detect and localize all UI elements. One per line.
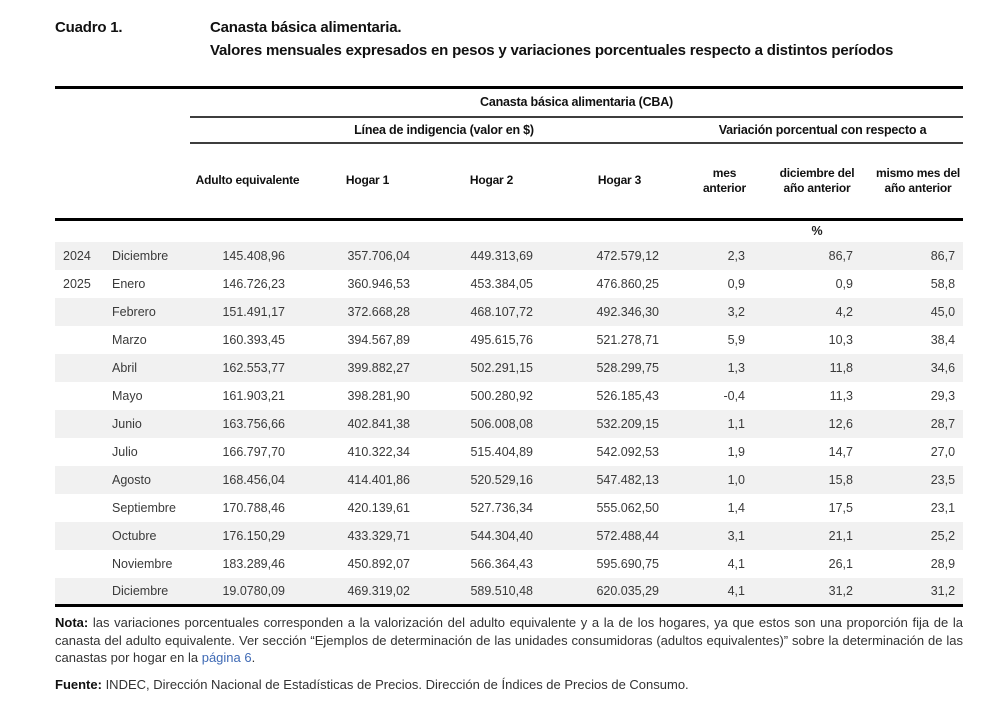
table-row: [55, 354, 963, 382]
value-cell: 163.756,66: [222, 416, 285, 431]
header-spacer: [55, 117, 190, 143]
value-cell: 402.841,38: [347, 416, 410, 431]
subgroup-header-indigencia: Línea de indigencia (valor en $): [190, 117, 668, 143]
table-row: [55, 438, 963, 466]
value-cell: 45,0: [930, 304, 956, 319]
column-header-hogar-2: Hogar 2: [430, 143, 553, 220]
year-cell: 2024: [63, 248, 91, 263]
table-row: [55, 522, 963, 550]
year-cell: 2025: [63, 276, 91, 291]
value-cell: 38,4: [930, 332, 956, 347]
value-cell: 394.567,89: [347, 332, 410, 347]
percent-unit-label: %: [811, 224, 823, 239]
value-cell: 0,9: [727, 276, 745, 291]
year-cell: [55, 382, 105, 410]
value-cell: 1,0: [727, 472, 745, 487]
value-cell: 2,3: [727, 248, 745, 263]
year-cell: [55, 550, 105, 578]
value-cell: 34,6: [930, 360, 956, 375]
column-header-row: [55, 143, 963, 220]
value-cell: 620.035,29: [596, 583, 659, 598]
value-cell: 555.062,50: [596, 500, 659, 515]
month-cell: Enero: [112, 276, 146, 291]
value-cell: 21,1: [828, 528, 853, 543]
value-cell: 19.0780,09: [222, 583, 285, 598]
value-cell: 29,3: [930, 388, 956, 403]
table-row: [55, 578, 963, 606]
value-cell: 450.892,07: [347, 556, 410, 571]
year-cell: [55, 466, 105, 494]
value-cell: 170.788,46: [222, 500, 285, 515]
value-cell: 410.322,34: [347, 444, 410, 459]
month-cell: Julio: [112, 444, 138, 459]
value-cell: 566.364,43: [470, 556, 533, 571]
note-suffix: .: [251, 650, 256, 665]
table-row: [55, 494, 963, 522]
value-cell: 160.393,45: [222, 332, 285, 347]
title-line-2: Valores mensuales expresados en pesos y variaciones porcentuales respecto a distintos períodos: [210, 42, 894, 59]
table-row: [55, 410, 963, 438]
value-cell: 3,2: [727, 304, 745, 319]
value-cell: 161.903,21: [222, 388, 285, 403]
value-cell: 11,3: [829, 388, 853, 403]
value-cell: 526.185,43: [596, 388, 659, 403]
value-cell: 414.401,86: [347, 472, 410, 487]
value-cell: 58,8: [930, 276, 956, 291]
month-cell: Octubre: [112, 528, 157, 543]
value-cell: 360.946,53: [347, 276, 410, 291]
header-spacer: [55, 143, 190, 220]
value-cell: 515.404,89: [470, 444, 533, 459]
table-row: [55, 466, 963, 494]
table-row: [55, 326, 963, 354]
value-cell: 528.299,75: [596, 360, 659, 375]
month-cell: Noviembre: [112, 556, 173, 571]
value-cell: 4,2: [835, 304, 853, 319]
month-cell: Diciembre: [112, 248, 169, 263]
table-row: [55, 298, 963, 326]
value-cell: 1,9: [727, 444, 745, 459]
group-header-cba: Canasta básica alimentaria (CBA): [190, 88, 963, 117]
value-cell: -0,4: [723, 388, 745, 403]
value-cell: 595.690,75: [596, 556, 659, 571]
year-cell: [55, 410, 105, 438]
subgroup-header-row: [55, 117, 963, 143]
value-cell: 86,7: [828, 248, 853, 263]
value-cell: 31,2: [930, 583, 956, 598]
value-cell: 532.209,15: [596, 416, 659, 431]
value-cell: 468.107,72: [470, 304, 533, 319]
month-cell: Diciembre: [112, 583, 169, 598]
value-cell: 472.579,12: [596, 248, 659, 263]
value-cell: 176.150,29: [222, 528, 285, 543]
value-cell: 492.346,30: [596, 304, 659, 319]
column-header-diciembre-anterior: diciembre del año anterior: [757, 143, 865, 220]
value-cell: 28,9: [930, 556, 956, 571]
value-cell: 572.488,44: [596, 528, 659, 543]
source-text: [55, 676, 963, 694]
year-cell: [55, 438, 105, 466]
page-link[interactable]: página 6: [201, 650, 252, 665]
value-cell: 28,7: [930, 416, 956, 431]
value-cell: 372.668,28: [347, 304, 410, 319]
value-cell: 4,1: [727, 556, 745, 571]
value-cell: 495.615,76: [470, 332, 533, 347]
value-cell: 469.319,02: [347, 583, 410, 598]
value-cell: 1,1: [727, 416, 745, 431]
year-cell: [55, 354, 105, 382]
header-spacer: [55, 88, 190, 117]
month-cell: Febrero: [112, 304, 156, 319]
year-cell: [55, 494, 105, 522]
subgroup-header-variacion: Variación porcentual con respecto a: [668, 117, 963, 143]
value-cell: 3,1: [727, 528, 745, 543]
value-cell: 547.482,13: [596, 472, 659, 487]
value-cell: 527.736,34: [470, 500, 533, 515]
column-header-hogar-1: Hogar 1: [305, 143, 430, 220]
value-cell: 168.456,04: [222, 472, 285, 487]
value-cell: 506.008,08: [470, 416, 533, 431]
value-cell: 5,9: [727, 332, 745, 347]
column-header-adulto-equivalente: Adulto equivalente: [190, 143, 305, 220]
title-line-1: Canasta básica alimentaria.: [210, 19, 402, 36]
unit-spacer: [865, 220, 963, 242]
value-cell: 31,2: [828, 583, 853, 598]
value-cell: 0,9: [835, 276, 853, 291]
value-cell: 399.882,27: [347, 360, 410, 375]
value-cell: 520.529,16: [470, 472, 533, 487]
table-number-label: Cuadro 1.: [55, 19, 123, 36]
unit-row: [55, 220, 963, 242]
month-cell: Abril: [112, 360, 138, 375]
month-cell: Septiembre: [112, 500, 176, 515]
value-cell: 12,6: [828, 416, 853, 431]
year-cell: [55, 326, 105, 354]
year-cell: [55, 522, 105, 550]
table-row: [55, 270, 963, 298]
value-cell: 544.304,40: [470, 528, 533, 543]
value-cell: 1,3: [727, 360, 745, 375]
table-body: [55, 242, 963, 606]
group-header-row: [55, 88, 963, 117]
value-cell: 398.281,90: [347, 388, 410, 403]
value-cell: 183.289,46: [222, 556, 285, 571]
value-cell: 15,8: [828, 472, 853, 487]
value-cell: 23,1: [930, 500, 956, 515]
note-text: [55, 614, 963, 667]
value-cell: 166.797,70: [222, 444, 285, 459]
value-cell: 17,5: [828, 500, 853, 515]
table-title-text: [210, 16, 970, 62]
value-cell: 26,1: [828, 556, 853, 571]
value-cell: 500.280,92: [470, 388, 533, 403]
value-cell: 10,3: [828, 332, 853, 347]
source-body: INDEC, Dirección Nacional de Estadísticas de Precios. Dirección de Índices de Precios de Consumo.: [101, 676, 689, 692]
column-header-hogar-3: Hogar 3: [553, 143, 668, 220]
table-row: [55, 550, 963, 578]
table-title: [0, 0, 1000, 62]
value-cell: 25,2: [930, 528, 956, 543]
month-cell: Mayo: [112, 388, 143, 403]
value-cell: 1,4: [727, 500, 745, 515]
value-cell: 151.491,17: [222, 304, 285, 319]
value-cell: 433.329,71: [347, 528, 410, 543]
column-header-mismo-mes: mismo mes del año anterior: [865, 143, 963, 220]
year-cell: [55, 578, 105, 606]
table-row: [55, 382, 963, 410]
month-cell: Agosto: [112, 472, 151, 487]
note-label: Nota:: [55, 615, 89, 630]
value-cell: 476.860,25: [596, 276, 659, 291]
value-cell: 86,7: [930, 248, 956, 263]
cba-table: [55, 86, 963, 607]
value-cell: 14,7: [828, 444, 853, 459]
value-cell: 521.278,71: [596, 332, 659, 347]
value-cell: 162.553,77: [222, 360, 285, 375]
value-cell: 542.092,53: [596, 444, 659, 459]
value-cell: 420.139,61: [347, 500, 410, 515]
value-cell: 589.510,48: [470, 583, 533, 598]
table-row: [55, 242, 963, 270]
unit-spacer: [55, 220, 757, 242]
value-cell: 453.384,05: [470, 276, 533, 291]
value-cell: 502.291,15: [470, 360, 533, 375]
column-header-mes-anterior: mes anterior: [668, 143, 757, 220]
note-body: las variaciones porcentuales corresponden a la valorización del adulto equivalente y a la de los hogares, ya que estos son una proporción fija de la canasta del adulto equivalente. Ver sección “Ejemplos de determinación de las unidades consumidoras (adultos equivalentes)” sobre la determinación de las canastas por hogar en la: [55, 615, 963, 665]
value-cell: 27,0: [930, 444, 956, 459]
month-cell: Junio: [112, 416, 142, 431]
source-label: Fuente:: [55, 676, 102, 692]
value-cell: 449.313,69: [470, 248, 533, 263]
value-cell: 145.408,96: [222, 248, 285, 263]
month-cell: Marzo: [112, 332, 147, 347]
value-cell: 23,5: [930, 472, 956, 487]
value-cell: 357.706,04: [347, 248, 410, 263]
value-cell: 4,1: [727, 583, 745, 598]
value-cell: 146.726,23: [222, 276, 285, 291]
year-cell: [55, 298, 105, 326]
value-cell: 11,8: [829, 360, 853, 375]
